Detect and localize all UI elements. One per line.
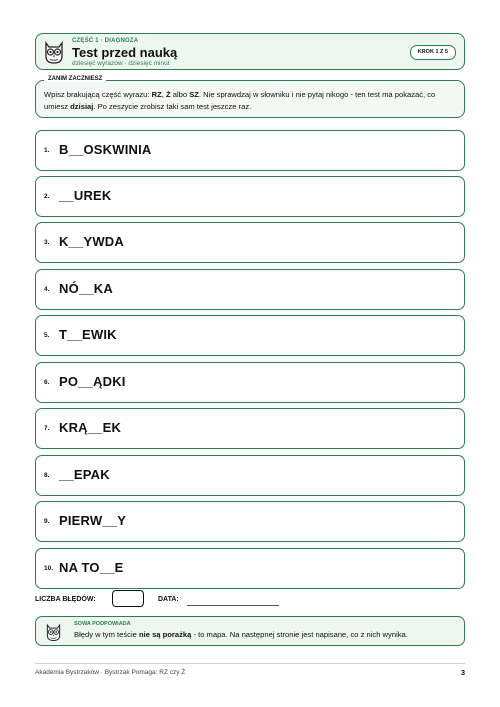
exercise-item[interactable]: [35, 315, 465, 356]
tip-kicker: SOWA PODPOWIADA: [74, 621, 131, 627]
instructions-z: Ż: [165, 90, 171, 99]
tip-text: [74, 630, 408, 639]
exercise-item[interactable]: [35, 130, 465, 171]
section-header: [35, 33, 465, 70]
item-word: T__EWIK: [59, 327, 117, 342]
exercise-item[interactable]: [35, 501, 465, 542]
section-kicker: CZĘŚĆ 1 · DIAGNOZA: [72, 38, 139, 44]
item-number: 8.: [44, 472, 50, 479]
item-word: B__OSKWINIA: [59, 142, 152, 157]
instructions-box: [35, 76, 465, 118]
exercise-item[interactable]: [35, 455, 465, 496]
score-row: [35, 592, 465, 610]
instructions-today: dzisiaj: [70, 102, 94, 111]
item-word: NA TO__E: [59, 560, 124, 575]
item-word: __UREK: [59, 188, 112, 203]
date-field[interactable]: [187, 605, 279, 606]
exercise-item[interactable]: [35, 222, 465, 263]
exercise-item[interactable]: [35, 408, 465, 449]
instructions-sep: ,: [161, 90, 166, 99]
item-word: K__YWDA: [59, 234, 124, 249]
item-word: PO__ĄDKI: [59, 374, 126, 389]
errors-label: LICZBA BŁĘDÓW:: [35, 596, 96, 603]
item-word: __EPAK: [59, 467, 110, 482]
item-number: 9.: [44, 518, 50, 525]
item-number: 2.: [44, 193, 50, 200]
page-title: Test przed nauką: [72, 45, 178, 60]
item-number: 10.: [44, 565, 54, 572]
date-label: DATA:: [158, 596, 179, 603]
tip-text-part: - to mapa. Na następnej stronie jest napisane, co z nich wynika.: [191, 630, 408, 639]
exercise-item[interactable]: [35, 362, 465, 403]
instructions-sep: albo: [170, 90, 190, 99]
exercise-item[interactable]: [35, 176, 465, 217]
owl-tip-box: [35, 616, 465, 646]
instructions-text: [44, 89, 456, 113]
item-word: KRĄ__EK: [59, 420, 122, 435]
step-badge: KROK 1 Z 5: [410, 45, 456, 60]
owl-icon: [42, 39, 66, 65]
owl-icon: [44, 622, 63, 642]
item-number: 4.: [44, 286, 50, 293]
item-number: 7.: [44, 425, 50, 432]
item-number: 3.: [44, 239, 50, 246]
page-subtitle: dziesięć wyrazów · dziesięć minut: [72, 60, 170, 67]
item-word: PIERW__Y: [59, 513, 127, 528]
page-number: 3: [460, 668, 465, 677]
instructions-legend: ZANIM ZACZNIESZ: [44, 76, 106, 82]
errors-count-field[interactable]: [112, 590, 144, 607]
footer-series: Akademia Bystrzaków · Bystrzak Pomaga: RZ czy Ż: [35, 669, 186, 676]
item-number: 1.: [44, 147, 50, 154]
tip-text-part: Błędy w tym teście: [74, 630, 139, 639]
exercise-item[interactable]: [35, 548, 465, 589]
item-number: 6.: [44, 379, 50, 386]
instructions-text-part: . Po zeszycie zrobisz taki sam test jeszcze raz.: [93, 102, 252, 111]
instructions-text-part: Wpisz brakującą część wyrazu:: [44, 90, 152, 99]
item-number: 5.: [44, 332, 50, 339]
exercise-item[interactable]: [35, 269, 465, 310]
tip-text-bold: nie są porażką: [139, 630, 192, 639]
instructions-rz: RZ: [151, 90, 162, 99]
instructions-sz: SZ: [189, 90, 199, 99]
instructions-text-part: . Nie sprawdzaj w słowniku i nie pytaj nikogo - ten test ma pokazać, co umiesz: [44, 90, 436, 111]
item-word: NÓ__KA: [59, 281, 113, 296]
page-footer: [35, 663, 465, 684]
